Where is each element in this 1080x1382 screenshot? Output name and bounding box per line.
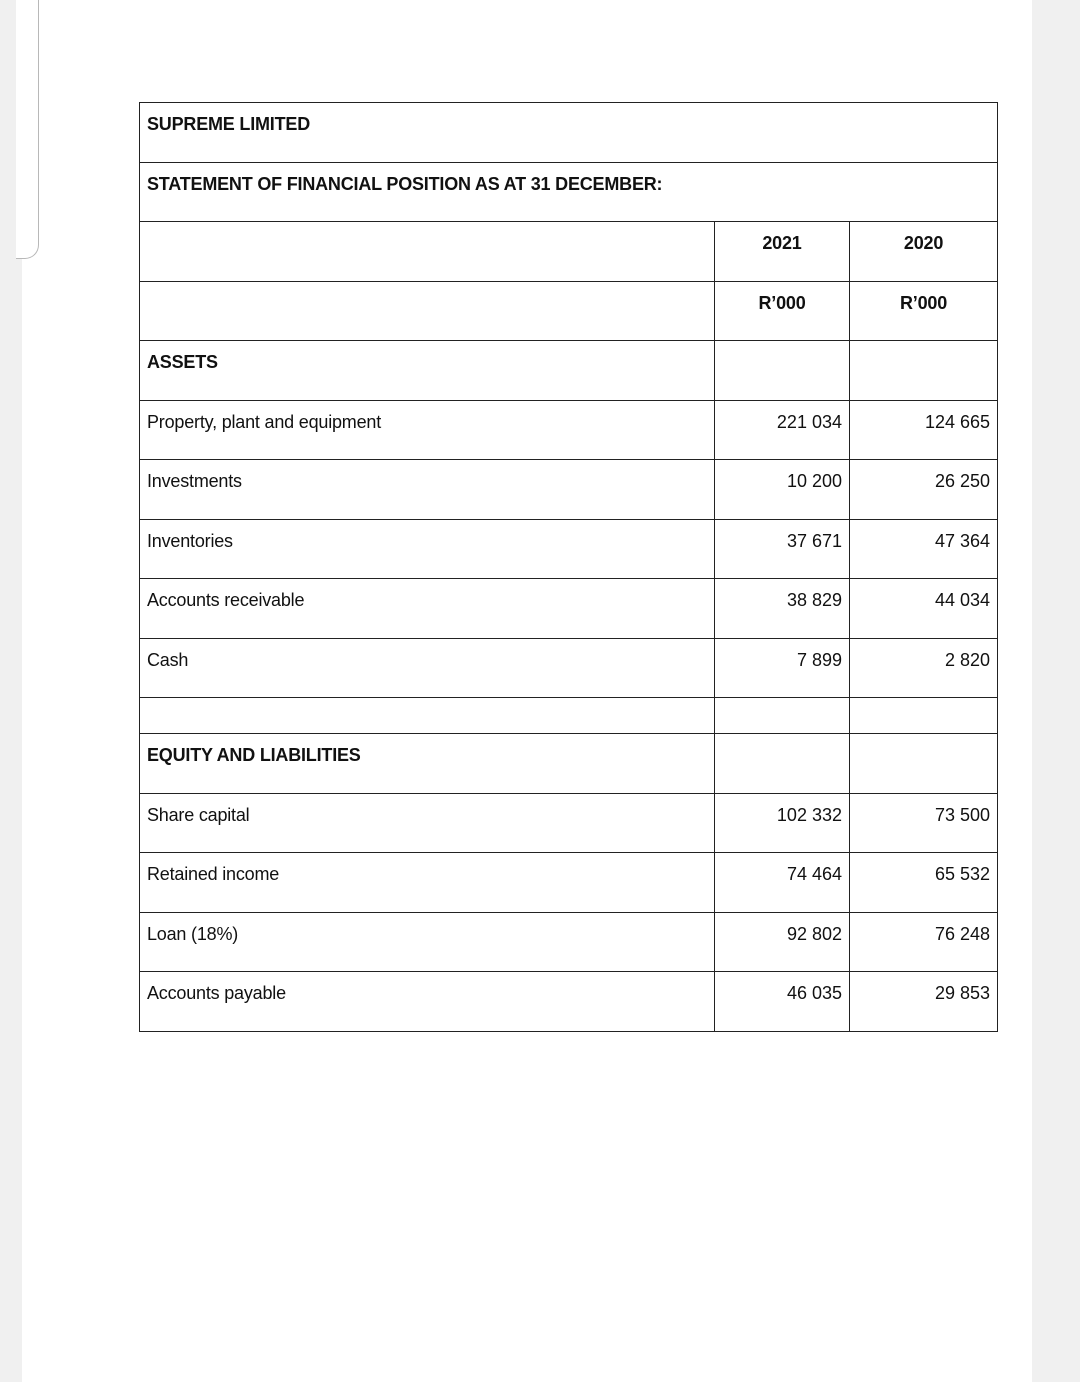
statement-title: STATEMENT OF FINANCIAL POSITION AS AT 31 DECEMBER: (140, 162, 998, 222)
value-2021: 37 671 (715, 519, 850, 579)
table-row (140, 972, 998, 1032)
table-row (140, 638, 998, 698)
value-2020: 76 248 (850, 912, 998, 972)
value-2020: 47 364 (850, 519, 998, 579)
document-page (22, 0, 1032, 1382)
equity-liabilities-heading-row (140, 734, 998, 794)
empty-cell (715, 734, 850, 794)
unit-2021-header: R’000 (715, 281, 850, 341)
empty-cell (140, 281, 715, 341)
value-2021: 38 829 (715, 579, 850, 639)
year-2020-header: 2020 (850, 222, 998, 282)
company-row (140, 103, 998, 163)
row-label: Accounts payable (140, 972, 715, 1032)
unit-2020-header: R’000 (850, 281, 998, 341)
financial-position-table (139, 102, 998, 1032)
row-label: Share capital (140, 793, 715, 853)
value-2021: 74 464 (715, 853, 850, 913)
value-2021: 10 200 (715, 460, 850, 520)
empty-cell (140, 698, 715, 734)
row-label: Accounts receivable (140, 579, 715, 639)
empty-cell (850, 734, 998, 794)
statement-title-row (140, 162, 998, 222)
value-2021: 92 802 (715, 912, 850, 972)
row-label: Loan (18%) (140, 912, 715, 972)
table-row (140, 519, 998, 579)
value-2020: 44 034 (850, 579, 998, 639)
spacer-row (140, 698, 998, 734)
value-2021: 7 899 (715, 638, 850, 698)
value-2020: 124 665 (850, 400, 998, 460)
value-2020: 2 820 (850, 638, 998, 698)
empty-cell (140, 222, 715, 282)
value-2021: 221 034 (715, 400, 850, 460)
year-2021-header: 2021 (715, 222, 850, 282)
table-row (140, 460, 998, 520)
equity-liabilities-heading: EQUITY AND LIABILITIES (140, 734, 715, 794)
unit-header-row (140, 281, 998, 341)
company-name: SUPREME LIMITED (140, 103, 998, 163)
value-2020: 26 250 (850, 460, 998, 520)
value-2021: 102 332 (715, 793, 850, 853)
table-row (140, 853, 998, 913)
row-label: Inventories (140, 519, 715, 579)
table-row (140, 793, 998, 853)
value-2020: 65 532 (850, 853, 998, 913)
empty-cell (850, 341, 998, 401)
value-2021: 46 035 (715, 972, 850, 1032)
value-2020: 73 500 (850, 793, 998, 853)
page-corner-fold (16, 0, 39, 259)
value-2020: 29 853 (850, 972, 998, 1032)
assets-heading-row (140, 341, 998, 401)
row-label: Retained income (140, 853, 715, 913)
table-row (140, 400, 998, 460)
assets-heading: ASSETS (140, 341, 715, 401)
row-label: Investments (140, 460, 715, 520)
empty-cell (715, 341, 850, 401)
row-label: Cash (140, 638, 715, 698)
table-row (140, 912, 998, 972)
empty-cell (715, 698, 850, 734)
row-label: Property, plant and equipment (140, 400, 715, 460)
empty-cell (850, 698, 998, 734)
year-header-row (140, 222, 998, 282)
table-row (140, 579, 998, 639)
